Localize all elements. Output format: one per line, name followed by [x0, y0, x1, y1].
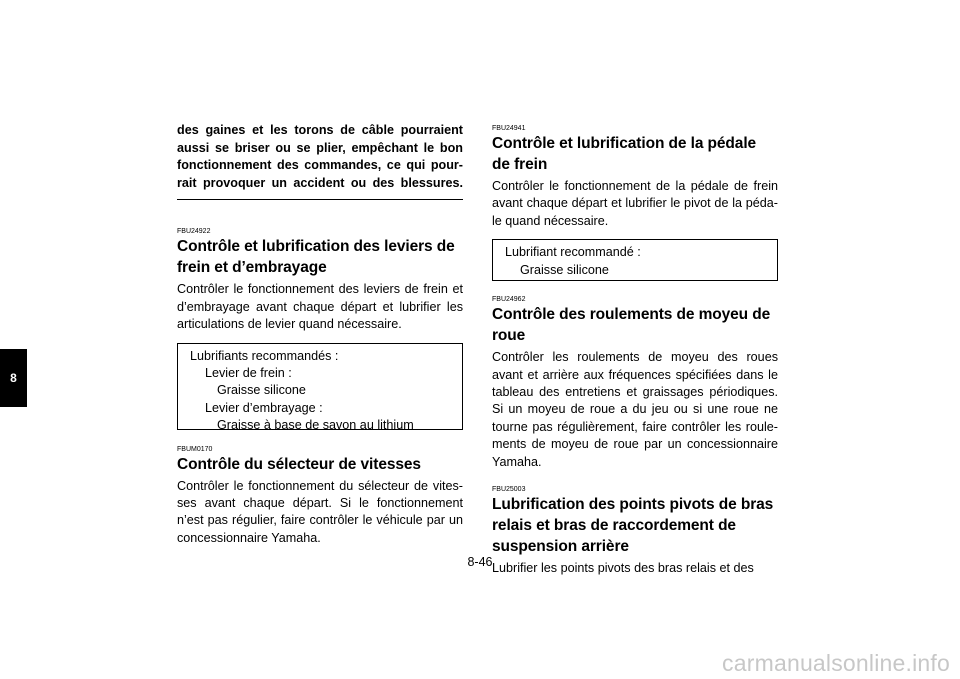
brake-pedal-lubricant: Graisse silicone: [520, 262, 609, 277]
section-code: FBU24922: [177, 228, 211, 236]
clutch-lever-lubricant: Graisse à base de savon au lithium: [217, 418, 414, 433]
section-body: Contrôler le fonctionnement de la pédale de frein avant chaque départ et lubrifier le pivot de la péda-le quand nécessaire.: [492, 179, 778, 228]
section-code: FBUM0170: [177, 445, 213, 453]
section-heading: Contrôle et lubrification de la pédale de frein: [492, 135, 757, 173]
section-heading: Contrôle et lubrification des leviers de frein et d’embrayage: [177, 238, 455, 277]
section-gear-selector: [177, 446, 463, 548]
clutch-lever-label: Levier d’embrayage :: [205, 400, 323, 415]
section-brake-clutch-levers: [177, 228, 463, 433]
section-heading: Lubrification des points pivots de bras relais et bras de raccordement de suspension arrière: [492, 496, 774, 556]
watermark: carmanualsonline.info: [722, 650, 950, 676]
section-code: FBU24941: [492, 125, 526, 132]
chapter-number: 8: [10, 371, 17, 385]
lubricant-box: [177, 343, 463, 433]
section-body: Lubrifier les points pivots des bras relais et des: [492, 561, 754, 576]
warning-divider: [177, 199, 463, 200]
page-number: 8-46: [467, 555, 493, 569]
brake-lever-label: Levier de frein :: [205, 366, 292, 380]
section-heading: Contrôle du sélecteur de vitesses: [177, 455, 421, 473]
lubricant-box-title: Lubrifiants recommandés :: [190, 348, 339, 363]
lubricant-box-title: Lubrifiant recommandé :: [505, 245, 641, 260]
section-heading: Contrôle des roulements de moyeu de roue: [492, 306, 771, 345]
warning-text: des gaines et les torons de câble pourraient aussi se briser ou se plier, empêchant le bon fonctionnement des commandes, ce qui pour-rait provoquer un accident ou des blessures.: [177, 123, 463, 190]
brake-lever-lubricant: Graisse silicone: [217, 383, 306, 398]
chapter-tab: [0, 349, 27, 407]
section-code: FBU25003: [492, 486, 526, 494]
left-column: [177, 118, 463, 547]
section-body: Contrôler les roulements de moyeu des roues avant et arrière aux fréquences spécifiées dans le tableau des entretiens et graissages périodiques. Si un moyeu de roue a du jeu ou si une roue ne tourne pas régulièrement, faire contrôler les roule-ments de moyeu de roue par un concessionnaire Yamaha.: [492, 350, 778, 469]
right-column: [492, 125, 778, 577]
section-body: Contrôler le fonctionnement des leviers de frein et d’embrayage avant chaque départ et lubrifier les articulations de levier quand nécessaire.: [177, 282, 463, 332]
lubricant-box: [492, 239, 778, 281]
section-code: FBU24962: [492, 296, 526, 304]
section-wheel-bearings: [492, 296, 778, 471]
section-brake-pedal: [492, 125, 778, 281]
section-body: Contrôler le fonctionnement du sélecteur de vites-ses avant chaque départ. Si le fonctionnement n’est pas régulier, faire contrôler le véhicule par un concessionnaire Yamaha.: [177, 478, 463, 545]
